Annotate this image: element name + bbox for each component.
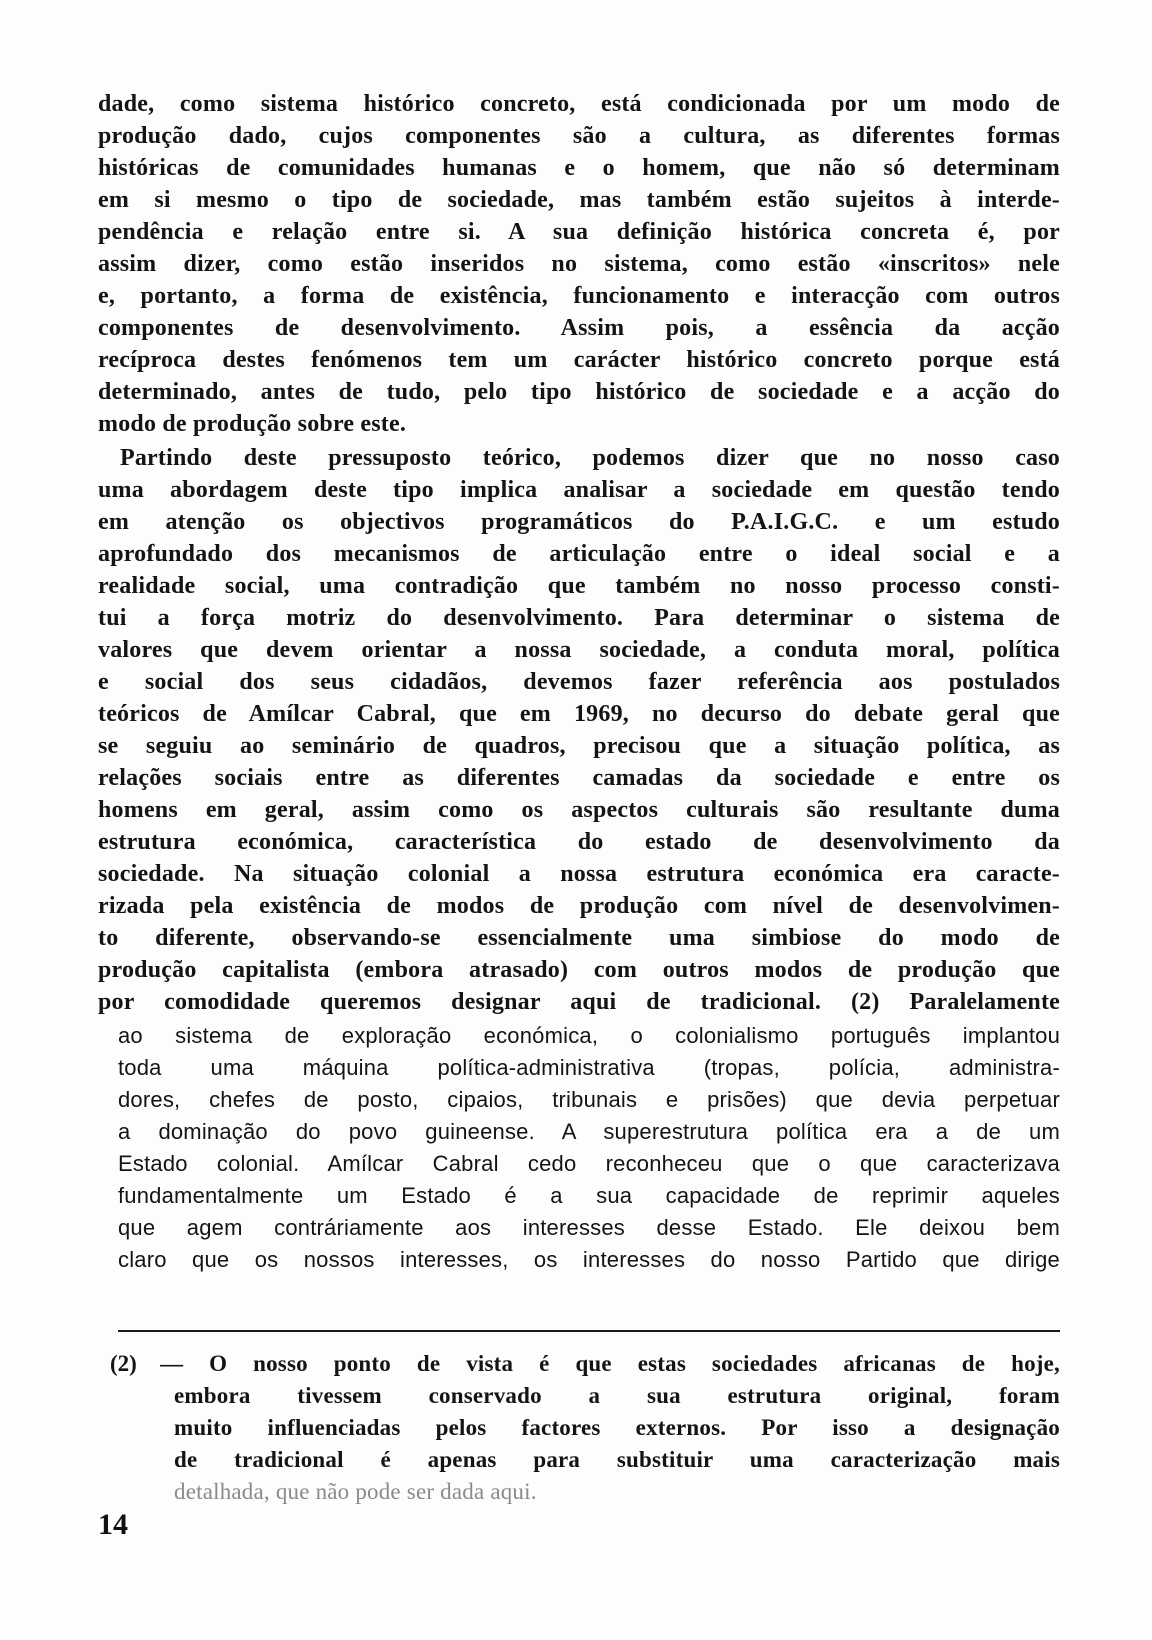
footnote-line: embora tivessem conservado a sua estrutura original, foram: [174, 1383, 1060, 1408]
footnote-marker: (2): [110, 1351, 137, 1376]
text-line: pendência e relação entre si. A sua definição histórica concreta é, por: [98, 219, 1060, 245]
text-line: se seguiu ao seminário de quadros, precisou que a situação política, as: [98, 733, 1060, 759]
text-line: e social dos seus cidadãos, devemos fazer referência aos postulados: [98, 669, 1060, 695]
text-line: claro que os nossos interesses, os interesses do nosso Partido que dirige: [118, 1247, 1060, 1272]
text-line: estrutura económica, característica do estado de desenvolvimento da: [98, 829, 1060, 855]
text-line: to diferente, observando-se essencialmente uma simbiose do modo de: [98, 925, 1060, 951]
text-line: que agem contráriamente aos interesses desse Estado. Ele deixou bem: [118, 1215, 1060, 1240]
text-line: uma abordagem deste tipo implica analisar a sociedade em questão tendo: [98, 477, 1060, 503]
text-line: dade, como sistema histórico concreto, está condicionada por um modo de: [98, 91, 1060, 117]
paragraph-2: [98, 442, 1060, 1018]
text-line: Partindo deste pressuposto teórico, podemos dizer que no nosso caso: [120, 445, 1060, 471]
text-line: fundamentalmente um Estado é a sua capacidade de reprimir aqueles: [118, 1183, 1060, 1208]
text-line: componentes de desenvolvimento. Assim pois, a essência da acção: [98, 315, 1060, 341]
paragraph-3: [98, 1020, 1060, 1276]
text-line: recíproca destes fenómenos tem um carácter histórico concreto porque está: [98, 347, 1060, 373]
text-line: em si mesmo o tipo de sociedade, mas também estão sujeitos à interde-: [98, 187, 1060, 213]
text-line: toda uma máquina política-administrativa (tropas, polícia, administra-: [118, 1055, 1060, 1080]
body-text: [98, 88, 1060, 1276]
footnote-line: muito influenciadas pelos factores externos. Por isso a designação: [174, 1415, 1060, 1440]
text-line: dores, chefes de posto, cipaios, tribunais e prisões) que devia perpetuar: [118, 1087, 1060, 1112]
text-line: homens em geral, assim como os aspectos culturais são resultante duma: [98, 797, 1060, 823]
text-line: modo de produção sobre este.: [98, 411, 407, 437]
text-line: tui a força motriz do desenvolvimento. Para determinar o sistema de: [98, 605, 1060, 631]
text-line: produção capitalista (embora atrasado) com outros modos de produção que: [98, 957, 1060, 983]
text-line: históricas de comunidades humanas e o homem, que não só determinam: [98, 155, 1060, 181]
text-line: ao sistema de exploração económica, o colonialismo português implantou: [118, 1023, 1060, 1048]
text-line: relações sociais entre as diferentes camadas da sociedade e entre os: [98, 765, 1060, 791]
text-line: valores que devem orientar a nossa sociedade, a conduta moral, política: [98, 637, 1060, 663]
text-line: Estado colonial. Amílcar Cabral cedo reconheceu que o que caracterizava: [118, 1151, 1060, 1176]
text-line: produção dado, cujos componentes são a cultura, as diferentes formas: [98, 123, 1060, 149]
footnote: [110, 1348, 1060, 1508]
text-line: determinado, antes de tudo, pelo tipo histórico de sociedade e a acção do: [98, 379, 1060, 405]
text-line: e, portanto, a forma de existência, funcionamento e interacção com outros: [98, 283, 1060, 309]
text-line: rizada pela existência de modos de produção com nível de desenvolvimen-: [98, 893, 1060, 919]
text-line: por comodidade queremos designar aqui de tradicional. (2) Paralelamente: [98, 989, 1060, 1015]
text-line: teóricos de Amílcar Cabral, que em 1969, no decurso do debate geral que: [98, 701, 1060, 727]
text-line: sociedade. Na situação colonial a nossa estrutura económica era caracte-: [98, 861, 1060, 887]
footnote-line: de tradicional é apenas para substituir uma caracterização mais: [174, 1447, 1060, 1472]
footnote-line: detalhada, que não pode ser dada aqui.: [174, 1479, 537, 1504]
text-line: realidade social, uma contradição que também no nosso processo consti-: [98, 573, 1060, 599]
text-line: a dominação do povo guineense. A superestrutura política era a de um: [118, 1119, 1060, 1144]
footnote-line: — O nosso ponto de vista é que estas sociedades africanas de hoje,: [160, 1351, 1060, 1376]
text-line: aprofundado dos mecanismos de articulação entre o ideal social e a: [98, 541, 1060, 567]
paragraph-1: [98, 88, 1060, 440]
footnote-divider: [118, 1330, 1060, 1332]
text-line: assim dizer, como estão inseridos no sistema, como estão «inscritos» nele: [98, 251, 1060, 277]
footnote-text: [160, 1348, 1060, 1508]
page-number: 14: [98, 1508, 128, 1541]
text-line: em atenção os objectivos programáticos do P.A.I.G.C. e um estudo: [98, 509, 1060, 535]
